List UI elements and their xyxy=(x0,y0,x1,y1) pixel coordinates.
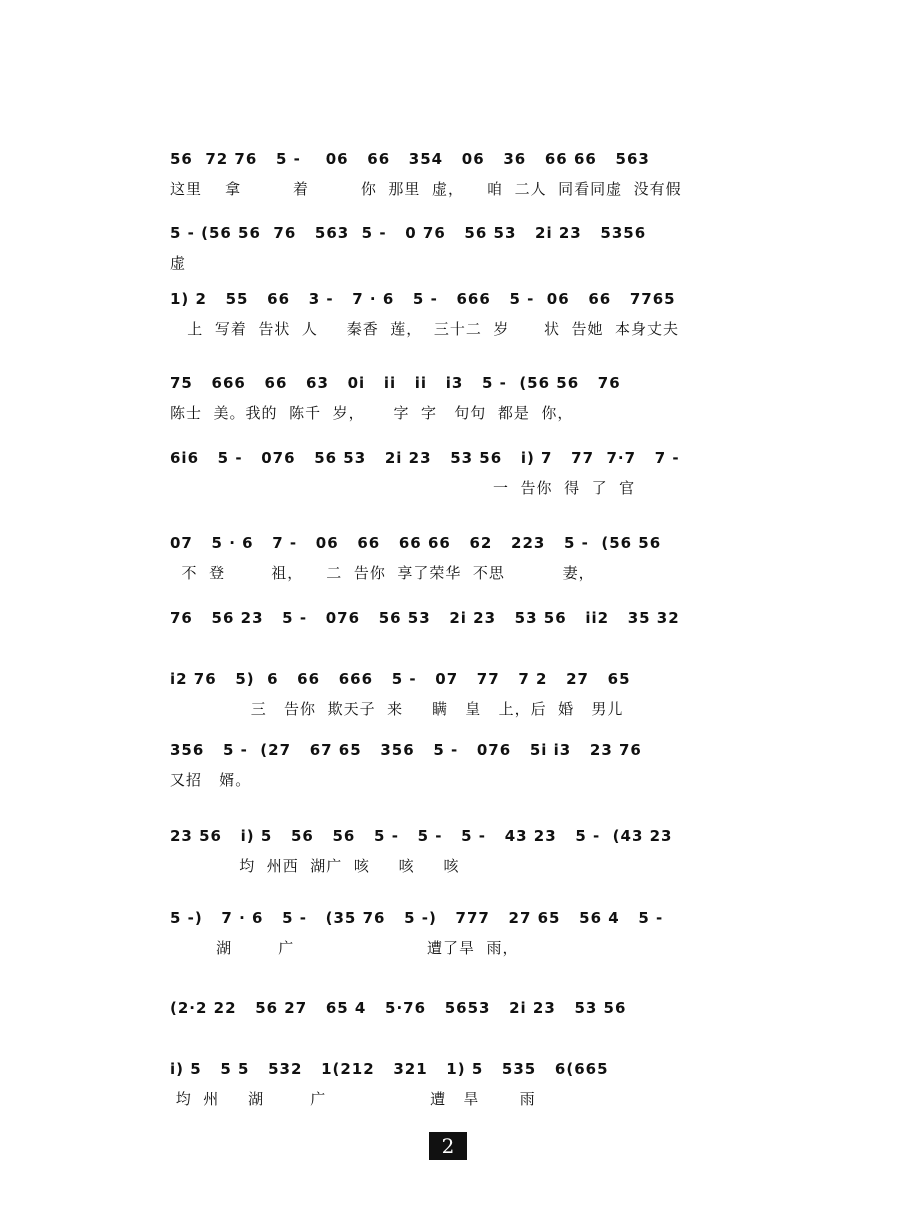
lyrics-line: 上 写着 告状 人 秦香 莲， 三十二 岁 状 告她 本身丈夫 xyxy=(170,320,680,338)
notation-line: (2·2 22 56 27 65 4 5·76 5653 2i 23 53 56 xyxy=(170,999,627,1017)
notation-line: i2 76 5) 6 66 666 5 - 07 77 7 2 27 65 xyxy=(170,670,631,688)
notation-line: 5 -) 7 · 6 5 - (35 76 5 -) 777 27 65 56 4 5 - xyxy=(170,909,664,927)
notation-line: 07 5 · 6 7 - 06 66 66 66 62 223 5 - (56 56 xyxy=(170,534,662,552)
notation-line: 6i6 5 - 076 56 53 2i 23 53 56 i) 7 77 7·7 7 - xyxy=(170,449,680,467)
lyrics-line: 这里 拿 着 你 那里 虚， 咱 二人 同看同虚 没有假 xyxy=(170,180,682,198)
notation-line: 1) 2 55 66 3 - 7 · 6 5 - 666 5 - 06 66 7765 xyxy=(170,290,676,308)
lyrics-line: 均 州西 湖广 咳 咳 咳 xyxy=(170,857,460,875)
lyrics-line: 不 登 祖， 二 告你 享了荣华 不思 妻， xyxy=(170,564,595,582)
notation-line: 23 56 i) 5 56 56 5 - 5 - 5 - 43 23 5 - (43 23 xyxy=(170,827,673,845)
lyrics-line: 湖 广 遭了旱 雨， xyxy=(170,939,519,957)
lyrics-line: 又招 婿。 xyxy=(170,771,252,789)
lyrics-line: 均 州 湖 广 遭 旱 雨 xyxy=(170,1090,536,1108)
lyrics-line: 三 告你 欺天子 来 瞒 皇 上，后 婚 男儿 xyxy=(170,700,624,718)
notation-line: 5 - (56 56 76 563 5 - 0 76 56 53 2i 23 5356 xyxy=(170,224,647,242)
page-number: 2 xyxy=(429,1132,467,1160)
notation-line: 75 666 66 63 0i ii ii i3 5 - (56 56 76 xyxy=(170,374,621,392)
notation-line: 356 5 - (27 67 65 356 5 - 076 5i i3 23 76 xyxy=(170,741,642,759)
score-page xyxy=(40,40,858,1170)
notation-line: 56 72 76 5 - 06 66 354 06 36 66 66 563 xyxy=(170,150,650,168)
notation-line: 76 56 23 5 - 076 56 53 2i 23 53 56 ii2 35 32 xyxy=(170,609,680,627)
notation-line: i) 5 5 5 532 1(212 321 1) 5 535 6(665 xyxy=(170,1060,609,1078)
lyrics-line: 一 告你 得 了 官 xyxy=(170,479,636,497)
lyrics-line: 陈士 美。我的 陈千 岁， 字 字 句句 都是 你， xyxy=(170,404,574,422)
lyrics-line: 虚 xyxy=(170,254,187,272)
